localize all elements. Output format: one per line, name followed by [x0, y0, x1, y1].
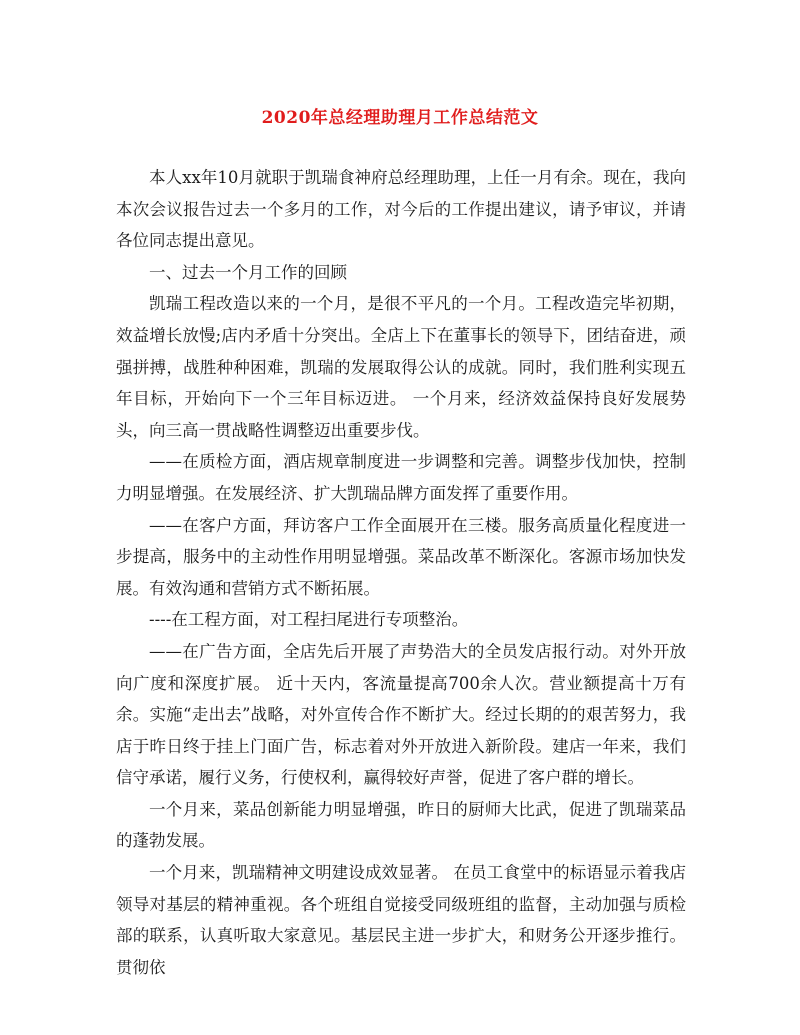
- paragraph-menu-innovation: 一个月来，菜品创新能力明显增强，昨日的厨师大比武，促进了凯瑞菜品的蓬勃发展。: [116, 799, 686, 851]
- document-body: [116, 162, 686, 983]
- paragraph-culture: 一个月来，凯瑞精神文明建设成效显著。 在员工食堂中的标语显示着我店领导对基层的精神重视。各个班组自觉接受同级班组的监督，主动加强与质检部的联系，认真听取大家意见。基层民主进一步扩大，和财务公开逐步推行。贯彻依: [116, 863, 686, 977]
- paragraph-quality-control: ——在质检方面，酒店规章制度进一步调整和完善。调整步伐加快，控制力明显增强。在发展经济、扩大凯瑞品牌方面发挥了重要作用。: [116, 452, 686, 503]
- paragraph-advertising: ——在广告方面，全店先后开展了声势浩大的全员发店报行动。对外开放向广度和深度扩展。 近十天内，客流量提高700余人次。营业额提高十万有余。实施“走出去”战略，对外宣传合作不断扩大。经过长期的的艰苦努力，我店于昨日终于挂上门面广告，标志着对外开放进入新阶段。建店一年来，我们信守承诺，履行义务，行使权利，赢得较好声誉，促进了客户群的增长。: [116, 641, 686, 788]
- paragraph-engineering: ----在工程方面，对工程扫尾进行专项整治。: [149, 610, 469, 630]
- section-heading-review: 一、过去一个月工作的回顾: [149, 262, 347, 282]
- paragraph-customers: ——在客户方面，拜访客户工作全面展开在三楼。服务高质量化程度进一步提高，服务中的主动性作用明显增强。菜品改革不断深化。客源市场加快发展。有效沟通和营销方式不断拓展。: [116, 515, 686, 598]
- document-title: 2020年总经理助理月工作总结范文: [261, 108, 539, 128]
- paragraph-overview: 凯瑞工程改造以来的一个月，是很不平凡的一个月。工程改造完毕初期，效益增长放慢;店内矛盾十分突出。全店上下在董事长的领导下，团结奋进，顽强拼搏，战胜种种困难，凯瑞的发展取得公认的成就。同时，我们胜利实现五年目标，开始向下一个三年目标迈进。 一个月来，经济效益保持良好发展势头，向三高一贯战略性调整迈出重要步伐。: [116, 294, 686, 440]
- paragraph-intro: 本人xx年10月就职于凯瑞食神府总经理助理，上任一月有余。现在，我向本次会议报告过去一个多月的工作，对今后的工作提出建议，请予审议，并请各位同志提出意见。: [116, 168, 686, 251]
